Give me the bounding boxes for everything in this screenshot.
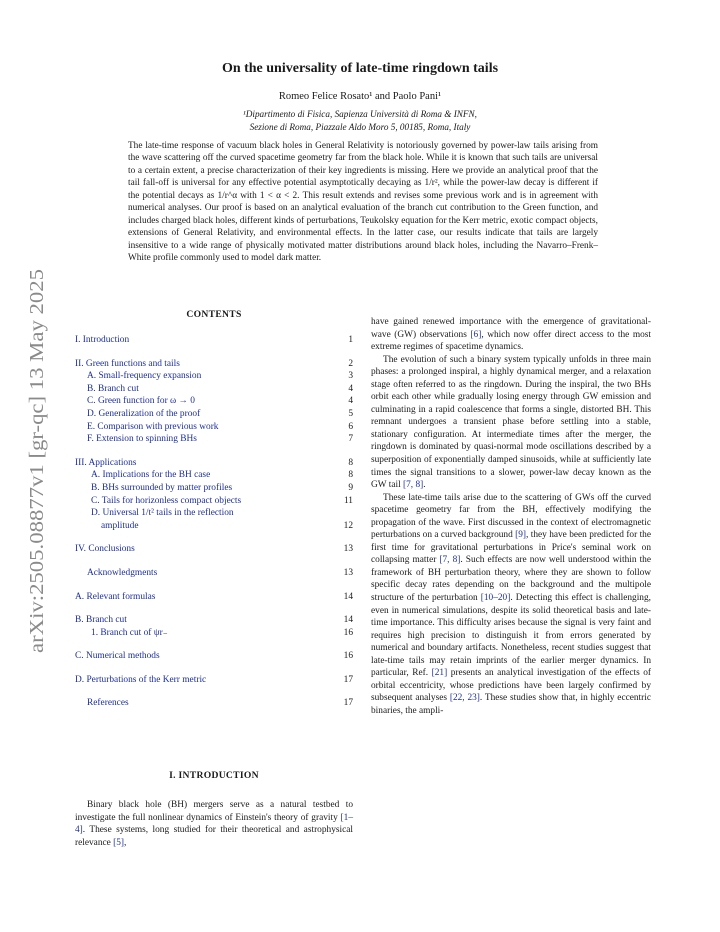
toc-entry-appendix-formulas[interactable] — [75, 591, 353, 604]
toc-page-number: 12 — [343, 520, 353, 531]
arxiv-identifier-stamp — [14, 265, 54, 655]
text-run: , they have been predicted for the first time for gravitational perturbations in Price's seminal work on collapsing matter — [371, 530, 651, 566]
toc-page-number: 8 — [348, 457, 353, 468]
toc-entry-bh-implications[interactable] — [75, 469, 353, 482]
toc-page-number: 16 — [343, 651, 353, 662]
toc-entry-matter-profiles[interactable] — [75, 482, 353, 495]
toc-page-number — [333, 507, 353, 520]
contents-heading: CONTENTS — [186, 309, 242, 320]
toc-entry-green-function-omega[interactable] — [75, 395, 353, 408]
toc-entry-label: C. Tails for horizonless compact objects — [91, 495, 242, 506]
paper-title: On the universality of late-time ringdown tails — [221, 61, 499, 76]
toc-page-number: 2 — [348, 358, 353, 369]
toc-entry-comparison[interactable] — [75, 421, 353, 434]
citation-link[interactable]: [6] — [470, 329, 482, 340]
citation-link[interactable]: [7, 8] — [439, 555, 461, 566]
toc-entry-label: A. Relevant formulas — [75, 591, 156, 602]
citation-link[interactable]: [22, 23] — [449, 693, 480, 704]
toc-entry-small-frequency[interactable] — [75, 370, 353, 383]
toc-entry-label: B. BHs surrounded by matter profiles — [91, 482, 233, 493]
toc-entry-introduction[interactable] — [75, 334, 353, 347]
toc-entry-label: B. Branch cut — [87, 383, 139, 394]
text-run: , which now offer direct access to the most extreme regimes of spacetime dynamics. — [371, 329, 651, 353]
affiliation-line: Sezione di Roma, Piazzale Aldo Moro 5, 00185, Roma, Italy — [249, 121, 471, 132]
introduction-paragraph — [75, 799, 353, 849]
toc-page-number: 3 — [348, 371, 353, 382]
author-affiliation — [0, 108, 720, 133]
toc-page-number: 11 — [343, 495, 353, 506]
toc-entry-branch-cut-psi[interactable] — [75, 627, 353, 640]
toc-entry-appendix-branch-cut[interactable] — [75, 614, 353, 627]
toc-page-number: 7 — [348, 434, 353, 445]
toc-entry-label: amplitude — [101, 520, 139, 531]
toc-page-number: 13 — [343, 544, 353, 555]
affiliation-line: ¹Dipartimento di Fisica, Sapienza Università di Roma & INFN, — [243, 109, 477, 119]
text-run: . These systems, long studied for their theoretical and astrophysical relevance — [75, 825, 353, 848]
toc-page-number: 9 — [348, 482, 353, 493]
toc-entry-label: C. Green function for ω → 0 — [87, 396, 195, 407]
text-run: . — [423, 480, 426, 491]
toc-page-number: 16 — [343, 627, 353, 638]
toc-page-number: 17 — [343, 674, 353, 685]
toc-entry-kerr-perturbations[interactable] — [75, 674, 353, 687]
text-run: presents an analytical investigation of the effects of orbital eccentricity, whose predictions have been largely confirmed by subsequent analyses — [371, 668, 651, 704]
toc-entry-label: III. Applications — [75, 457, 137, 468]
toc-entry-label: Acknowledgments — [87, 567, 158, 578]
toc-page-number: 1 — [348, 335, 353, 345]
author-list: Romeo Felice Rosato¹ and Paolo Pani¹ — [278, 91, 442, 102]
toc-entry-applications[interactable] — [75, 457, 353, 470]
toc-entry-label: C. Numerical methods — [75, 651, 160, 662]
toc-entry-branch-cut[interactable] — [75, 383, 353, 396]
arxiv-stamp-text: arXiv:2505.08877v1 [gr-qc] 13 May 2025 — [27, 321, 48, 653]
toc-entry-green-functions[interactable] — [75, 358, 353, 371]
toc-entry-label: D. Universal 1/t² tails in the reflection — [91, 508, 234, 519]
text-run: Binary black hole (BH) mergers serve as a natural testbed to investigate the full nonlinear dynamics of Einstein's theory of gravity — [75, 800, 353, 823]
body-paragraph — [371, 492, 651, 718]
toc-page-number: 14 — [343, 591, 353, 602]
text-run: . Such effects are now well understood within the framework of BH perturbation theory, where they are shown to follow specific decay rates depending on the background and the multipole structure of the perturbation — [371, 555, 651, 604]
right-column — [371, 316, 651, 718]
toc-entry-numerical-methods[interactable] — [75, 650, 353, 663]
toc-entry-label: 1. Branch cut of ψr₋ — [91, 627, 168, 638]
text-run: have gained renewed importance with the emergence of gravitational-wave (GW) observations — [371, 317, 651, 340]
text-run: , — [124, 837, 127, 848]
body-paragraph — [371, 316, 651, 354]
toc-entry-acknowledgments[interactable] — [75, 567, 353, 580]
toc-entry-references[interactable] — [75, 697, 353, 710]
toc-entry-universal-tails-cont[interactable] — [75, 520, 353, 533]
toc-page-number: 4 — [348, 383, 353, 394]
toc-entry-label: I. Introduction — [75, 335, 130, 345]
toc-entry-label: B. Branch cut — [75, 615, 127, 626]
toc-page-number: 4 — [348, 396, 353, 407]
toc-entry-generalization[interactable] — [75, 408, 353, 421]
text-run: . Detecting this effect is challenging, even in numerical simulations, despite its solid theoretical basis and late-time importance. This difficulty arises because the signal is very faint and requires high precision to distinguish it from errors generated by numerical and boundary artifacts. Nonetheless, recent studies suggest that late-time tails may retain imprints of the earlier merger dynamics. In particular, Ref. — [371, 593, 651, 679]
toc-entry-conclusions[interactable] — [75, 543, 353, 556]
citation-link[interactable]: [21] — [431, 668, 448, 679]
citation-link[interactable]: [9] — [515, 530, 527, 541]
toc-entry-label: D. Perturbations of the Kerr metric — [75, 674, 207, 685]
toc-page-number: 5 — [348, 408, 353, 419]
table-of-contents — [75, 334, 353, 710]
toc-entry-label: References — [87, 698, 129, 709]
toc-entry-label: A. Small-frequency expansion — [87, 371, 202, 382]
toc-entry-label: D. Generalization of the proof — [87, 408, 201, 419]
citation-link[interactable]: [1–4] — [75, 812, 353, 836]
toc-entry-spinning-bhs[interactable] — [75, 433, 353, 446]
toc-entry-label: E. Comparison with previous work — [87, 421, 219, 432]
introduction-heading: I. INTRODUCTION — [169, 770, 259, 781]
text-run: The evolution of such a binary system typically unfolds in three main phases: a prolonged inspiral, a highly dynamical merger, and a relaxation stage often referred to as the ringdown. During the inspiral, the two BHs orbit each other while gradually losing energy through GW emission and culminating in a rapid coalescence that forms a single, distorted BH. This remnant undergoes a transient phase before settling into a stable, stationary configuration. At intermediate times after the merger, the ringdown is dominated by quasi-normal mode oscillations described by a superposition of exponentially damped sinusoids, while at sufficiently late times the signal transitions to a slower, power-law decay known as the GW tail — [371, 354, 651, 491]
toc-page-number: 13 — [343, 567, 353, 578]
citation-link[interactable]: [7, 8] — [403, 480, 424, 491]
toc-page-number: 8 — [348, 470, 353, 481]
introduction-body — [75, 799, 353, 849]
toc-page-number: 17 — [343, 698, 353, 709]
body-paragraph — [371, 354, 651, 492]
toc-entry-horizonless[interactable] — [75, 495, 353, 508]
toc-entry-label: II. Green functions and tails — [75, 358, 180, 369]
left-column — [75, 309, 353, 710]
text-run: . These studies show that, in highly eccentric binaries, the ampli- — [371, 693, 652, 716]
abstract: The late-time response of vacuum black holes in General Relativity is notoriously governed by power-law tails arising from the wave scattering off the curved spacetime geometry far from the black hole. While it is known that such tails are universal to a certain extent, a precise characterization of their key ingredients is missing. Here we provide an analytical proof that the tail fall-off is universal for any effective potential asymptotically decaying as 1/r², while the power-law decay is different if the potential decays as 1/r^α with 1 < α < 2. This result extends and revises some previous work and is in agreement with numerical analyses. Our proof is based on an analytical evaluation of the branch cut contribution to the Green function, and includes charged black holes, different kinds of perturbations, Teukolsky equation for the Kerr metric, exotic compact objects, extensions of General Relativity, and environmental effects. In the latter case, our results indicate that tails are largely insensitive to a wide range of physically motivated matter distributions around black holes, including the Navarro–Frenk–White profile commonly used to model dark matter. — [128, 141, 598, 264]
toc-page-number: 14 — [343, 615, 353, 626]
toc-page-number: 6 — [348, 421, 353, 432]
citation-link[interactable]: [10–20] — [480, 593, 511, 604]
toc-entry-label: IV. Conclusions — [75, 544, 135, 555]
citation-link[interactable]: [5] — [113, 837, 125, 848]
toc-entry-label: F. Extension to spinning BHs — [87, 434, 197, 445]
text-run: These late-time tails arise due to the scattering of GWs off the curved spacetime geometry far from the BH, effectively modifying the propagation of the wave. First discussed in the context of electromagnetic perturbations on a curved background — [371, 492, 651, 541]
toc-entry-universal-tails[interactable] — [75, 507, 353, 520]
toc-entry-label: A. Implications for the BH case — [91, 470, 211, 481]
